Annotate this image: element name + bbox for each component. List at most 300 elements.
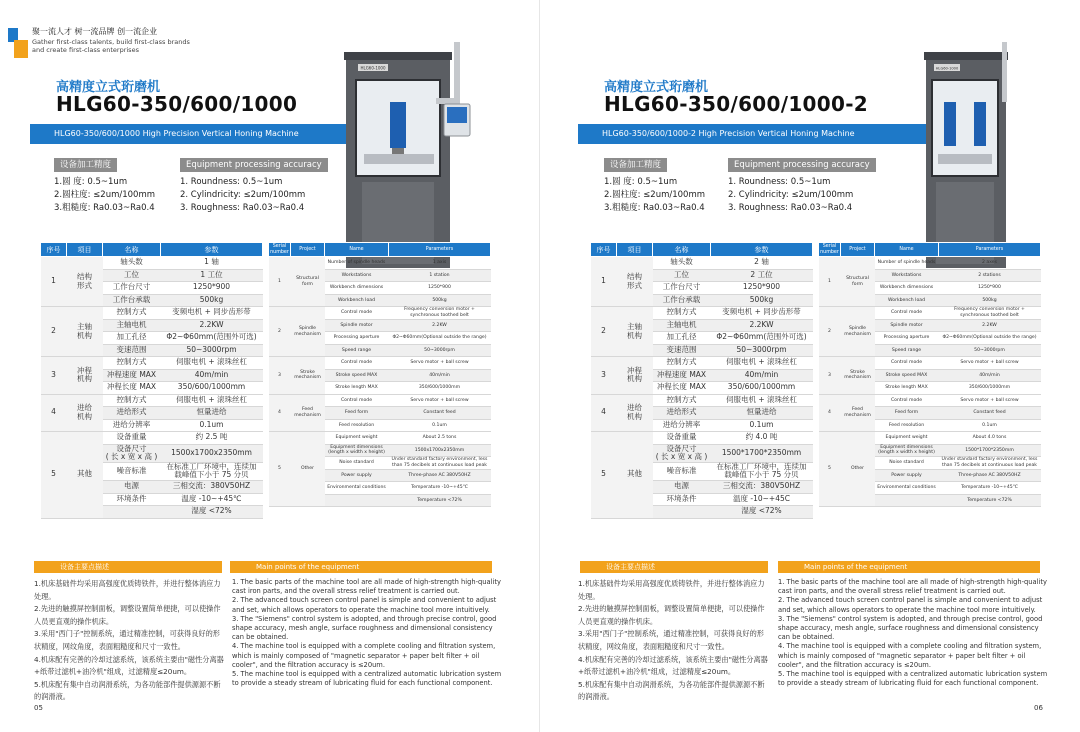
row-item-cell: Feed mechanism [291, 394, 325, 432]
row-name-cell: 进给形式 [103, 407, 161, 420]
spec-table-en [818, 242, 1041, 507]
row-name-cell: Control mode [875, 357, 939, 370]
table-row [269, 357, 491, 370]
feature-note: 1. The basic parts of the machine tool are all made of high-strength high-quality cast iron parts, and the overall stress relief treatment is carried out. [232, 578, 501, 596]
table-header-cell: 项目 [617, 243, 653, 257]
accuracy-item: 2.圆柱度: ≤2um/100mm [54, 190, 156, 200]
row-name-cell: Number of spindle heads [875, 257, 939, 270]
row-value-cell: Φ2~Φ60mm(范围外可选) [711, 332, 813, 345]
table-header-cell: 序号 [41, 243, 67, 257]
row-name-cell [653, 506, 711, 519]
row-item-cell: Other [841, 432, 875, 507]
row-name-cell: Control mode [875, 307, 939, 320]
accuracy-label-cn: 设备加工精度 [604, 158, 667, 172]
row-name-cell: Stroke length MAX [325, 382, 389, 395]
accuracy-list-cn [54, 176, 155, 215]
row-name-cell: 进给分辨率 [653, 419, 711, 432]
row-name-cell: 环境条件 [103, 493, 161, 506]
row-number-cell: 4 [269, 394, 291, 432]
row-name-cell: 控制方式 [103, 357, 161, 370]
row-value-cell: 变频电机 + 同步齿形带 [711, 307, 813, 320]
row-name-cell: Processing aperture [325, 332, 389, 345]
section-header-en: Main points of the equipment [778, 561, 1040, 573]
row-name-cell: 轴头数 [103, 257, 161, 270]
row-name-cell: 控制方式 [103, 307, 161, 320]
row-name-cell: 轴头数 [653, 257, 711, 270]
row-value-cell: 0.1um [161, 419, 263, 432]
accuracy-list-en [180, 176, 305, 215]
feature-note: 1.机床基础件均采用高强度优质铸铁件，并进行整体消应力处理。 [34, 579, 221, 601]
row-name-cell: 进给分辨率 [103, 419, 161, 432]
row-name-cell: Equipment weight [875, 432, 939, 445]
feature-note: 4.机床配有完善的冷却过滤系统，该系统主要由"磁性分离器+纸带过滤机+油冷机"组成，过滤精度≤20um。 [578, 654, 768, 677]
row-value-cell: 50~3000rpm [389, 344, 491, 357]
section-header-cn: 设备主要点描述 [34, 561, 222, 573]
page-number: 06 [1034, 704, 1043, 712]
feature-note: 4. The machine tool is equipped with a complete cooling and filtration system, which is mainly composed of "magnetic separator + paper belt filter + oil cooler", and the filtration accuracy is ≤20um. [232, 642, 496, 669]
row-number-cell: 5 [591, 432, 617, 519]
row-item-cell: Stroke mechanism [291, 357, 325, 395]
row-name-cell: Workstations [875, 269, 939, 282]
feature-note: 5.机床配有集中自动润滑系统，为各功能部件提供源源不断的润滑液。 [578, 679, 765, 702]
row-number-cell: 5 [819, 432, 841, 507]
row-name-cell: 变速范围 [653, 344, 711, 357]
row-value-cell: 500kg [939, 294, 1041, 307]
row-value-cell: Φ2~Φ60mm(范围外可选) [161, 332, 263, 345]
row-name-cell: 冲程长度 MAX [103, 382, 161, 395]
row-name-cell: 电源 [653, 481, 711, 494]
brand-logo [8, 28, 30, 60]
table-row [41, 307, 263, 320]
row-name-cell: 设备重量 [103, 432, 161, 445]
row-name-cell: 冲程长度 MAX [653, 382, 711, 395]
row-name-cell: Speed range [325, 344, 389, 357]
row-name-cell: 设备尺寸 ( 长 x 宽 x 高 ) [653, 444, 711, 462]
row-value-cell: 2 stations [939, 269, 1041, 282]
row-value-cell: Under standard factory environment, less than 75 decibels at continuous load peak [939, 457, 1041, 470]
row-name-cell: Control mode [325, 307, 389, 320]
accuracy-item: 2.圆柱度: ≤2um/100mm [604, 190, 706, 200]
row-item-cell: 冲程 机构 [617, 357, 653, 395]
row-name-cell: Control mode [875, 394, 939, 407]
row-value-cell: 40m/min [939, 369, 1041, 382]
feature-note: 4.机床配有完善的冷却过滤系统，该系统主要由"磁性分离器+纸带过滤机+油冷机"组成，过滤精度≤20um。 [34, 654, 224, 677]
table-header-cell: 序号 [591, 243, 617, 257]
row-name-cell: 设备尺寸 ( 长 x 宽 x 高 ) [103, 444, 161, 462]
row-value-cell: 1500x1700x2350mm [389, 444, 491, 457]
row-value-cell: Three-phase AC 380V50HZ [389, 469, 491, 482]
row-value-cell: 伺服电机 + 滚珠丝杠 [161, 357, 263, 370]
row-value-cell: Servo motor + ball screw [939, 394, 1041, 407]
row-value-cell: 40m/min [389, 369, 491, 382]
row-name-cell: Processing aperture [875, 332, 939, 345]
row-value-cell: Servo motor + ball screw [389, 357, 491, 370]
row-value-cell: 1250*900 [389, 282, 491, 295]
row-item-cell: 主轴 机构 [617, 307, 653, 357]
accuracy-list-cn [604, 176, 705, 215]
row-value-cell: Servo motor + ball screw [939, 357, 1041, 370]
feature-note: 2. The advanced touch screen control panel is simple and convenient to adjust and set, which allows operators to operate the machine tool more intuitively. [232, 596, 497, 614]
row-value-cell: Φ2~Φ60mm(Optional outside the range) [389, 332, 491, 345]
row-value-cell: Temperature -10~+45℃ [939, 482, 1041, 495]
row-item-cell: 其他 [67, 432, 103, 519]
row-name-cell: Control mode [325, 394, 389, 407]
product-banner: HLG60-350/600/1000-2 High Precision Vertical Honing Machine [578, 124, 968, 144]
spec-table-en [268, 242, 491, 507]
table-header-cell: Name [325, 243, 389, 257]
product-banner: HLG60-350/600/1000 High Precision Vertical Honing Machine [30, 124, 450, 144]
product-title-cn: 高精度立式珩磨机 [56, 80, 161, 95]
row-value-cell: 500kg [711, 294, 813, 307]
accuracy-item: 2. Cylindricity: ≤2um/100mm [180, 190, 306, 200]
table-row [819, 432, 1041, 445]
accuracy-item: 1.圆 度: 0.5~1um [604, 177, 678, 187]
table-header-cell: Parameters [389, 243, 491, 257]
feature-note: 3. The "Siemens" control system is adopted, and through precise control, good shape accuracy, mesh angle, surface roughness and dimensional consistency can be obtained. [232, 614, 497, 642]
feature-notes-en [778, 578, 1050, 688]
table-row [41, 432, 263, 445]
row-number-cell: 3 [591, 357, 617, 395]
row-name-cell [325, 494, 389, 507]
feature-note: 2.先进的触摸屏控制面板，调整设置简单便捷，可以使操作人员更直观的操作机床。 [578, 604, 765, 626]
row-number-cell: 1 [591, 257, 617, 307]
row-name-cell: Stroke speed MAX [875, 369, 939, 382]
row-name-cell: 环境条件 [653, 493, 711, 506]
table-row [41, 357, 263, 370]
row-item-cell: Structural form [841, 257, 875, 307]
row-item-cell: Spindle mechanism [291, 307, 325, 357]
row-value-cell: Frequency conversion motor + synchronous toothed belt [389, 307, 491, 320]
table-row [591, 257, 813, 270]
table-row [41, 257, 263, 270]
row-value-cell: 40m/min [711, 369, 813, 382]
table-row [269, 307, 491, 320]
row-value-cell: Constant feed [939, 407, 1041, 420]
row-value-cell: 0.1um [711, 419, 813, 432]
table-row [41, 394, 263, 407]
row-value-cell: 伺服电机 + 滚珠丝杠 [711, 394, 813, 407]
row-item-cell: Feed mechanism [841, 394, 875, 432]
row-value-cell: 500kg [389, 294, 491, 307]
accuracy-item: 1. Roundness: 0.5~1um [728, 177, 831, 187]
spec-table-cn [40, 242, 263, 519]
row-item-cell: 进给 机构 [617, 394, 653, 432]
row-name-cell: Workstations [325, 269, 389, 282]
table-header-cell: Parameters [939, 243, 1041, 257]
section-header-en: Main points of the equipment [230, 561, 492, 573]
row-value-cell: 恒量进给 [161, 407, 263, 420]
row-value-cell: 伺服电机 + 滚珠丝杠 [161, 394, 263, 407]
row-value-cell: 在标准工厂环境中，连续加 载峰值下小于 75 分贝 [711, 462, 813, 480]
row-value-cell: 350/600/1000mm [711, 382, 813, 395]
row-item-cell: Other [291, 432, 325, 507]
row-name-cell: Power supply [875, 469, 939, 482]
row-item-cell: 进给 机构 [67, 394, 103, 432]
row-item-cell: 结构 形式 [617, 257, 653, 307]
feature-note: 4. The machine tool is equipped with a complete cooling and filtration system, which is mainly composed of "magnetic separator + paper belt filter + oil cooler", and the filtration accuracy is ≤20um. [778, 642, 1042, 669]
table-header-cell: 项目 [67, 243, 103, 257]
row-value-cell: Under standard factory environment, less than 75 decibels at continuous load peak [389, 457, 491, 470]
row-name-cell: Environmental conditions [325, 482, 389, 495]
accuracy-label-en: Equipment processing accuracy [728, 158, 876, 172]
feature-note: 3.采用"西门子"控制系统，通过精准控制，可获得良好的形状精度，网纹角度，表面粗糙度和尺寸一致性。 [34, 629, 220, 651]
row-number-cell: 2 [41, 307, 67, 357]
row-value-cell: 500kg [161, 294, 263, 307]
feature-note: 5.机床配有集中自动润滑系统，为各功能部件提供源源不断的润滑液。 [34, 679, 221, 702]
row-name-cell: Speed range [875, 344, 939, 357]
accuracy-item: 3. Roughness: Ra0.03~Ra0.4 [728, 203, 853, 213]
row-name-cell: Spindle motor [325, 319, 389, 332]
row-value-cell: Three-phase AC 380V50HZ [939, 469, 1041, 482]
row-value-cell: 2.2KW [389, 319, 491, 332]
table-header-row [41, 243, 263, 257]
row-number-cell: 1 [269, 257, 291, 307]
row-value-cell: 温度 -10~+45℃ [161, 493, 263, 506]
row-value-cell: 1500x1700x2350mm [161, 444, 263, 462]
row-value-cell: 50~3000rpm [161, 344, 263, 357]
row-name-cell: Workbench dimensions [325, 282, 389, 295]
section-header-cn: 设备主要点描述 [580, 561, 768, 573]
row-value-cell: Servo motor + ball screw [389, 394, 491, 407]
row-value-cell: 湿度 <72% [711, 506, 813, 519]
row-value-cell: 1250*900 [161, 282, 263, 295]
row-item-cell: 其他 [617, 432, 653, 519]
row-name-cell: 控制方式 [103, 394, 161, 407]
brand-slogan-cn: 聚一流人才 树一流品牌 创一流企业 [32, 27, 158, 36]
row-name-cell: Feed form [325, 407, 389, 420]
row-name-cell: 控制方式 [653, 307, 711, 320]
feature-note: 2.先进的触摸屏控制面板，调整设置简单便捷，可以使操作人员更直观的操作机床。 [34, 604, 221, 626]
table-row [591, 357, 813, 370]
row-item-cell: Spindle mechanism [841, 307, 875, 357]
brand-slogan-en: Gather first-class talents, build first-class brands and create first-class enterprises [32, 38, 190, 54]
row-value-cell: 1 station [389, 269, 491, 282]
row-name-cell: Environmental conditions [875, 482, 939, 495]
product-title-cn: 高精度立式珩磨机 [604, 80, 709, 95]
row-value-cell: 2.2KW [711, 319, 813, 332]
row-name-cell: 工位 [103, 269, 161, 282]
row-name-cell: Stroke length MAX [875, 382, 939, 395]
row-name-cell: 工作台尺寸 [103, 282, 161, 295]
row-value-cell: 350/600/1000mm [389, 382, 491, 395]
row-item-cell: 主轴 机构 [67, 307, 103, 357]
row-name-cell: Feed resolution [875, 419, 939, 432]
table-header-cell: Serial number [270, 243, 289, 255]
row-value-cell: Temperature <72% [389, 494, 491, 507]
table-header-cell: 参数 [711, 243, 813, 257]
row-number-cell: 2 [819, 307, 841, 357]
row-name-cell: Noise standard [325, 457, 389, 470]
row-name-cell: 噪音标准 [653, 462, 711, 480]
row-name-cell: 电源 [103, 481, 161, 494]
row-value-cell: About 4.0 tons [939, 432, 1041, 445]
row-value-cell: 约 2.5 吨 [161, 432, 263, 445]
table-row [269, 432, 491, 445]
accuracy-item: 1. Roundness: 0.5~1um [180, 177, 283, 187]
row-value-cell: 1500*1700*2350mm [939, 444, 1041, 457]
feature-note: 5. The machine tool is equipped with a centralized automatic lubrication system to provide a steady stream of lubricating fluid for each functional component. [232, 670, 502, 688]
row-name-cell: 变速范围 [103, 344, 161, 357]
row-number-cell: 1 [819, 257, 841, 307]
table-row [269, 394, 491, 407]
row-name-cell: Feed form [875, 407, 939, 420]
accuracy-list-en [728, 176, 853, 215]
machine-nameplate: HLG60-1000 [935, 66, 959, 71]
row-name-cell: 冲程速度 MAX [103, 369, 161, 382]
row-value-cell: 变频电机 + 同步齿形带 [161, 307, 263, 320]
row-number-cell: 3 [269, 357, 291, 395]
row-name-cell: 工位 [653, 269, 711, 282]
row-name-cell: 噪音标准 [103, 462, 161, 480]
table-row [591, 394, 813, 407]
row-value-cell: Φ2~Φ60mm(Optional outside the range) [939, 332, 1041, 345]
row-name-cell: Power supply [325, 469, 389, 482]
row-number-cell: 4 [591, 394, 617, 432]
row-name-cell: Number of spindle heads [325, 257, 389, 270]
row-value-cell: Frequency conversion motor + synchronous toothed belt [939, 307, 1041, 320]
row-name-cell: 控制方式 [653, 394, 711, 407]
row-value-cell: 恒量进给 [711, 407, 813, 420]
row-value-cell: 湿度 <72% [161, 506, 263, 519]
row-name-cell: 加工孔径 [653, 332, 711, 345]
row-name-cell: Workbench dimensions [875, 282, 939, 295]
feature-notes-cn [34, 578, 224, 704]
row-number-cell: 4 [819, 394, 841, 432]
feature-notes-en [232, 578, 504, 688]
row-item-cell: Structural form [291, 257, 325, 307]
row-name-cell: 加工孔径 [103, 332, 161, 345]
table-header-cell: Project [291, 243, 325, 257]
accuracy-item: 3. Roughness: Ra0.03~Ra0.4 [180, 203, 305, 213]
row-name-cell: Noise standard [875, 457, 939, 470]
row-value-cell: 50~3000rpm [939, 344, 1041, 357]
row-value-cell: 2.2KW [161, 319, 263, 332]
row-value-cell: Constant feed [389, 407, 491, 420]
row-number-cell: 3 [819, 357, 841, 395]
row-item-cell: 结构 形式 [67, 257, 103, 307]
row-number-cell: 2 [591, 307, 617, 357]
accuracy-item: 2. Cylindricity: ≤2um/100mm [728, 190, 854, 200]
table-header-row [269, 243, 491, 257]
feature-notes-cn [578, 578, 768, 704]
row-name-cell: Workbench load [875, 294, 939, 307]
row-name-cell: 主轴电机 [653, 319, 711, 332]
row-item-cell: Stroke mechanism [841, 357, 875, 395]
row-name-cell [875, 494, 939, 507]
row-name-cell: Workbench load [325, 294, 389, 307]
table-header-cell: 名称 [103, 243, 161, 257]
row-number-cell: 4 [41, 394, 67, 432]
row-value-cell: Temperature -10~+45℃ [389, 482, 491, 495]
row-value-cell: 350/600/1000mm [939, 382, 1041, 395]
row-value-cell: 1500*1700*2350mm [711, 444, 813, 462]
row-value-cell: Temperature <72% [939, 494, 1041, 507]
row-name-cell: Control mode [325, 357, 389, 370]
row-name-cell: Feed resolution [325, 419, 389, 432]
row-value-cell: 2 axes [939, 257, 1041, 270]
product-model: HLG60-350/600/1000 [56, 92, 298, 116]
feature-note: 1.机床基础件均采用高强度优质铸铁件，并进行整体消应力处理。 [578, 579, 765, 601]
row-value-cell: 2 轴 [711, 257, 813, 270]
row-value-cell: 0.1um [389, 419, 491, 432]
row-number-cell: 5 [269, 432, 291, 507]
accuracy-item: 1.圆 度: 0.5~1um [54, 177, 128, 187]
row-value-cell: 40m/min [161, 369, 263, 382]
row-value-cell: 1 工位 [161, 269, 263, 282]
row-value-cell: 1250*900 [939, 282, 1041, 295]
row-value-cell: 约 4.0 吨 [711, 432, 813, 445]
row-value-cell: 50~3000rpm [711, 344, 813, 357]
feature-note: 3. The "Siemens" control system is adopted, and through precise control, good shape accuracy, mesh angle, surface roughness and dimensional consistency can be obtained. [778, 614, 1043, 642]
spec-table-cn [590, 242, 813, 519]
accuracy-item: 3.粗糙度: Ra0.03~Ra0.4 [604, 203, 705, 213]
row-name-cell: 设备重量 [653, 432, 711, 445]
row-value-cell: 2 工位 [711, 269, 813, 282]
row-name-cell: Equipment weight [325, 432, 389, 445]
table-header-cell: Serial number [820, 243, 839, 255]
row-value-cell: About 2.5 tons [389, 432, 491, 445]
table-row [591, 432, 813, 445]
row-name-cell: 主轴电机 [103, 319, 161, 332]
table-header-cell: 参数 [161, 243, 263, 257]
accuracy-label-en: Equipment processing accuracy [180, 158, 328, 172]
row-name-cell: 工作台尺寸 [653, 282, 711, 295]
row-number-cell: 3 [41, 357, 67, 395]
row-value-cell: 三相交流：380V50HZ [711, 481, 813, 494]
row-name-cell: Stroke speed MAX [325, 369, 389, 382]
row-name-cell: 工作台承载 [653, 294, 711, 307]
row-number-cell: 2 [269, 307, 291, 357]
row-name-cell: 工作台承载 [103, 294, 161, 307]
row-value-cell: 在标准工厂环境中，连续加 载峰值下小于 75 分贝 [161, 462, 263, 480]
feature-note: 1. The basic parts of the machine tool are all made of high-strength high-quality cast iron parts, and the overall stress relief treatment is carried out. [778, 578, 1047, 596]
row-value-cell: 温度 -10~+45C [711, 493, 813, 506]
row-number-cell: 1 [41, 257, 67, 307]
row-name-cell: Equipment dimensions (length x width x height) [325, 444, 389, 457]
feature-note: 2. The advanced touch screen control panel is simple and convenient to adjust and set, which allows operators to operate the machine tool more intuitively. [778, 596, 1043, 614]
row-value-cell: 350/600/1000mm [161, 382, 263, 395]
row-value-cell: 三相交流：380V50HZ [161, 481, 263, 494]
accuracy-item: 3.粗糙度: Ra0.03~Ra0.4 [54, 203, 155, 213]
accuracy-label-cn: 设备加工精度 [54, 158, 117, 172]
page-right [540, 0, 1080, 732]
row-name-cell: Spindle motor [875, 319, 939, 332]
row-item-cell: 冲程 机构 [67, 357, 103, 395]
table-row [819, 394, 1041, 407]
feature-note: 3.采用"西门子"控制系统，通过精准控制，可获得良好的形状精度，网纹角度，表面粗糙度和尺寸一致性。 [578, 629, 764, 651]
table-row [819, 307, 1041, 320]
row-name-cell: 冲程速度 MAX [653, 369, 711, 382]
row-value-cell: 2.2KW [939, 319, 1041, 332]
product-model: HLG60-350/600/1000-2 [604, 92, 869, 116]
row-value-cell: 1 轴 [161, 257, 263, 270]
table-header-cell: Project [841, 243, 875, 257]
table-row [591, 307, 813, 320]
row-value-cell: 0.1um [939, 419, 1041, 432]
row-name-cell: 控制方式 [653, 357, 711, 370]
table-row [819, 257, 1041, 270]
row-number-cell: 5 [41, 432, 67, 519]
table-row [819, 357, 1041, 370]
row-value-cell: 1250*900 [711, 282, 813, 295]
row-name-cell: 进给形式 [653, 407, 711, 420]
table-header-row [591, 243, 813, 257]
table-row [269, 257, 491, 270]
row-value-cell: 1 axis [389, 257, 491, 270]
feature-note: 5. The machine tool is equipped with a centralized automatic lubrication system to provide a steady stream of lubricating fluid for each functional component. [778, 670, 1048, 688]
table-header-cell: 名称 [653, 243, 711, 257]
page-number: 05 [34, 704, 43, 712]
